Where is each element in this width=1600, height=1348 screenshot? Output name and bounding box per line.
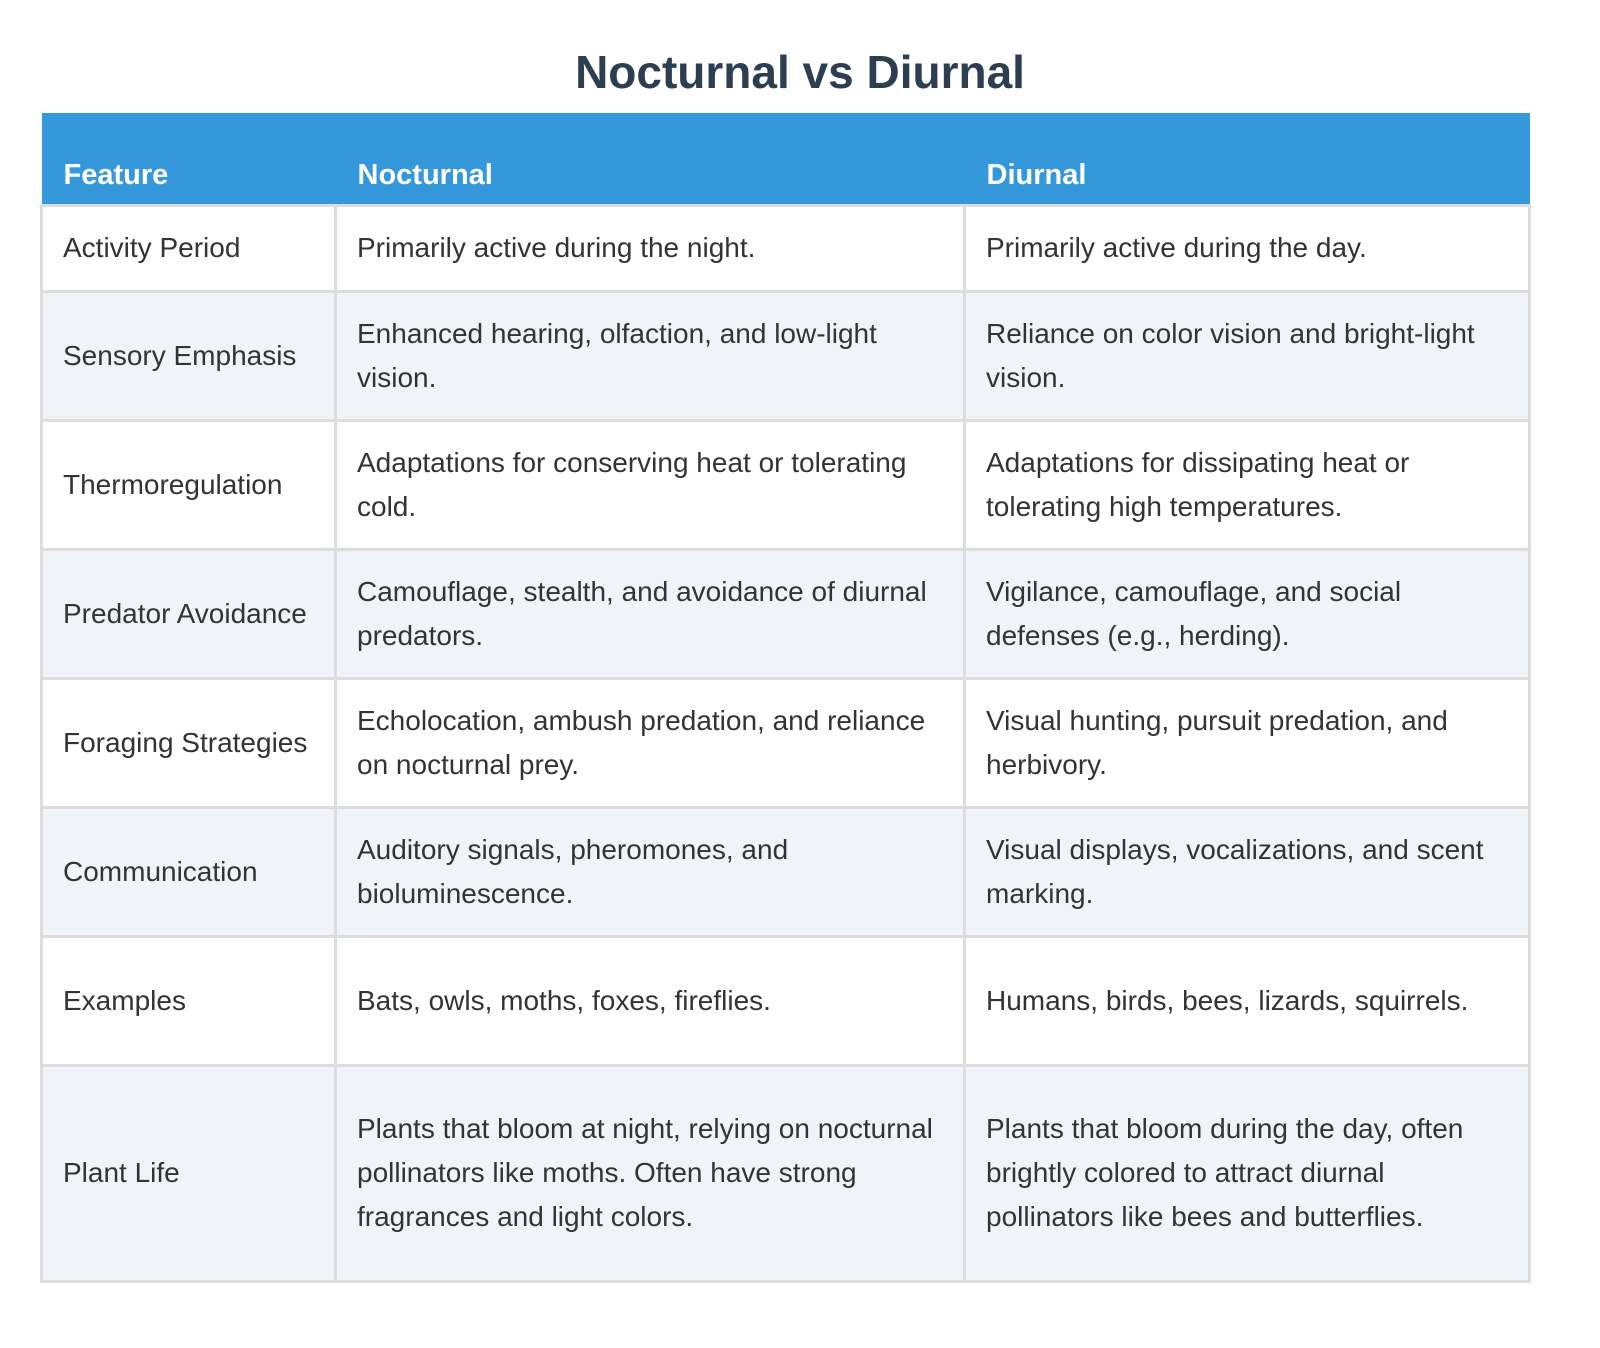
table-row (42, 936, 1530, 1065)
column-header-feature: Feature (42, 113, 336, 205)
feature-cell: Examples (42, 936, 336, 1065)
nocturnal-cell: Echolocation, ambush predation, and reliance on nocturnal prey. (336, 678, 965, 807)
nocturnal-cell: Bats, owls, moths, foxes, fireflies. (336, 936, 965, 1065)
feature-cell: Predator Avoidance (42, 549, 336, 678)
table-row (42, 1065, 1530, 1281)
diurnal-cell: Primarily active during the day. (965, 205, 1530, 291)
diurnal-cell: Visual displays, vocalizations, and scent marking. (965, 807, 1530, 936)
feature-cell: Activity Period (42, 205, 336, 291)
column-header-diurnal: Diurnal (965, 113, 1530, 205)
header-row (42, 113, 1530, 205)
nocturnal-cell: Auditory signals, pheromones, and bioluminescence. (336, 807, 965, 936)
feature-cell: Foraging Strategies (42, 678, 336, 807)
comparison-table (40, 113, 1531, 1283)
diurnal-cell: Reliance on color vision and bright-light vision. (965, 291, 1530, 420)
nocturnal-cell: Camouflage, stealth, and avoidance of diurnal predators. (336, 549, 965, 678)
nocturnal-cell: Adaptations for conserving heat or tolerating cold. (336, 420, 965, 549)
feature-cell: Communication (42, 807, 336, 936)
table-row (42, 205, 1530, 291)
nocturnal-cell: Plants that bloom at night, relying on nocturnal pollinators like moths. Often have strong fragrances and light colors. (336, 1065, 965, 1281)
table-row (42, 549, 1530, 678)
table-row (42, 678, 1530, 807)
page-title: Nocturnal vs Diurnal (575, 46, 1025, 98)
nocturnal-cell: Enhanced hearing, olfaction, and low-light vision. (336, 291, 965, 420)
feature-cell: Sensory Emphasis (42, 291, 336, 420)
diurnal-cell: Visual hunting, pursuit predation, and herbivory. (965, 678, 1530, 807)
table-row (42, 291, 1530, 420)
nocturnal-cell: Primarily active during the night. (336, 205, 965, 291)
table-row (42, 807, 1530, 936)
table-body (42, 205, 1530, 1281)
feature-cell: Thermoregulation (42, 420, 336, 549)
diurnal-cell: Vigilance, camouflage, and social defenses (e.g., herding). (965, 549, 1530, 678)
diurnal-cell: Humans, birds, bees, lizards, squirrels. (965, 936, 1530, 1065)
table-header (42, 113, 1530, 205)
diurnal-cell: Plants that bloom during the day, often brightly colored to attract diurnal pollinators like bees and butterflies. (965, 1065, 1530, 1281)
column-header-nocturnal: Nocturnal (336, 113, 965, 205)
diurnal-cell: Adaptations for dissipating heat or tolerating high temperatures. (965, 420, 1530, 549)
feature-cell: Plant Life (42, 1065, 336, 1281)
table-row (42, 420, 1530, 549)
